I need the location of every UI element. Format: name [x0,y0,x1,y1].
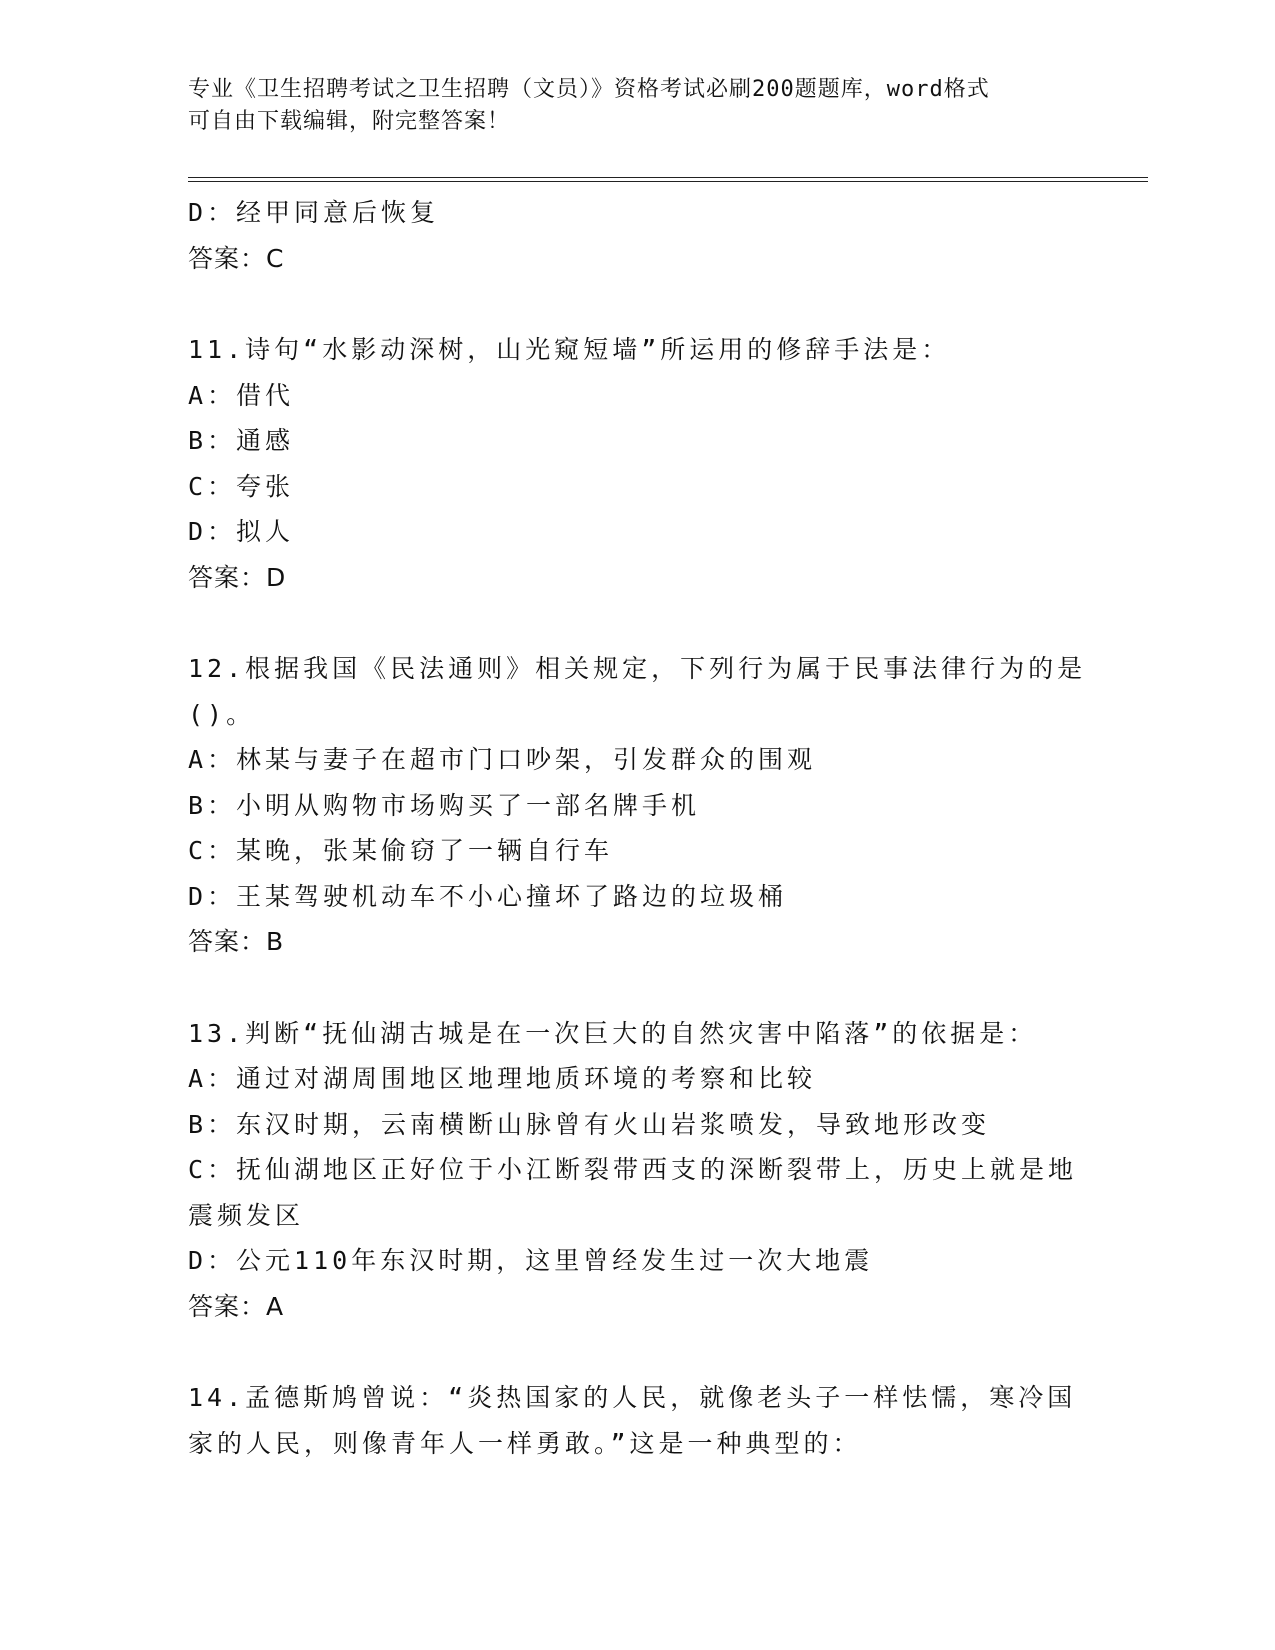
question-stem-line-2: 家的人民，则像青年人一样勇敢。”这是一种典型的： [188,1428,862,1458]
header-divider-top [188,177,1148,178]
option-a: A：借代 [188,380,295,410]
header-title-line-1: 专业《卫生招聘考试之卫生招聘（文员）》资格考试必刷200题题库，word格式 [188,77,990,102]
spacer [188,965,1088,1011]
option-d: D：经甲同意后恢复 [188,198,440,227]
spacer [188,1329,1088,1375]
header-title-line-2: 可自由下载编辑，附完整答案！ [188,109,511,134]
spacer [188,600,1088,646]
question-stem-line-1: 14.孟德斯鸠曾说：“炎热国家的人民，就像老头子一样怯懦，寒冷国 [188,1383,1077,1412]
header-divider-bottom [188,181,1148,182]
question-stem-line-2: ()。 [188,699,256,729]
document-header [188,74,1068,138]
option-b: B：东汉时期，云南横断山脉曾有火山岩浆喷发，导致地形改变 [188,1109,991,1139]
question-13 [188,1011,1088,1330]
spacer [188,281,1088,327]
option-c: C：夸张 [188,471,295,501]
option-c: C：某晚，张某偷窃了一辆自行车 [188,836,614,865]
answer-line: 答案：A [188,1291,285,1321]
question-stem: 13.判断“抚仙湖古城是在一次巨大的自然灾害中陷落”的依据是： [188,1018,1038,1048]
question-stem: 11.诗句“水影动深树，山光窥短墙”所运用的修辞手法是： [188,335,951,364]
option-d: D：公元110年东汉时期，这里曾经发生过一次大地震 [188,1246,874,1275]
answer-line: 答案：D [188,562,287,592]
option-a: A：林某与妻子在超市门口吵架，引发群众的围观 [188,745,817,774]
option-a: A：通过对湖周围地区地理地质环境的考察和比较 [188,1064,817,1093]
question-11 [188,327,1088,600]
option-c-line-2: 震频发区 [188,1200,305,1230]
question-list [188,190,1088,1466]
option-b: B：通感 [188,426,295,455]
answer-line: 答案：B [188,927,285,956]
option-c-line-1: C：抚仙湖地区正好位于小江断裂带西支的深断裂带上，历史上就是地 [188,1155,1078,1184]
option-b: B：小明从购物市场购买了一部名牌手机 [188,790,701,820]
question-12 [188,646,1088,965]
previous-question-tail [188,190,1088,281]
answer-line: 答案：C [188,243,285,273]
question-14 [188,1375,1088,1466]
option-d: D：王某驾驶机动车不小心撞坏了路边的垃圾桶 [188,881,788,911]
question-stem-line-1: 12.根据我国《民法通则》相关规定，下列行为属于民事法律行为的是 [188,654,1087,683]
option-d: D：拟人 [188,517,295,546]
